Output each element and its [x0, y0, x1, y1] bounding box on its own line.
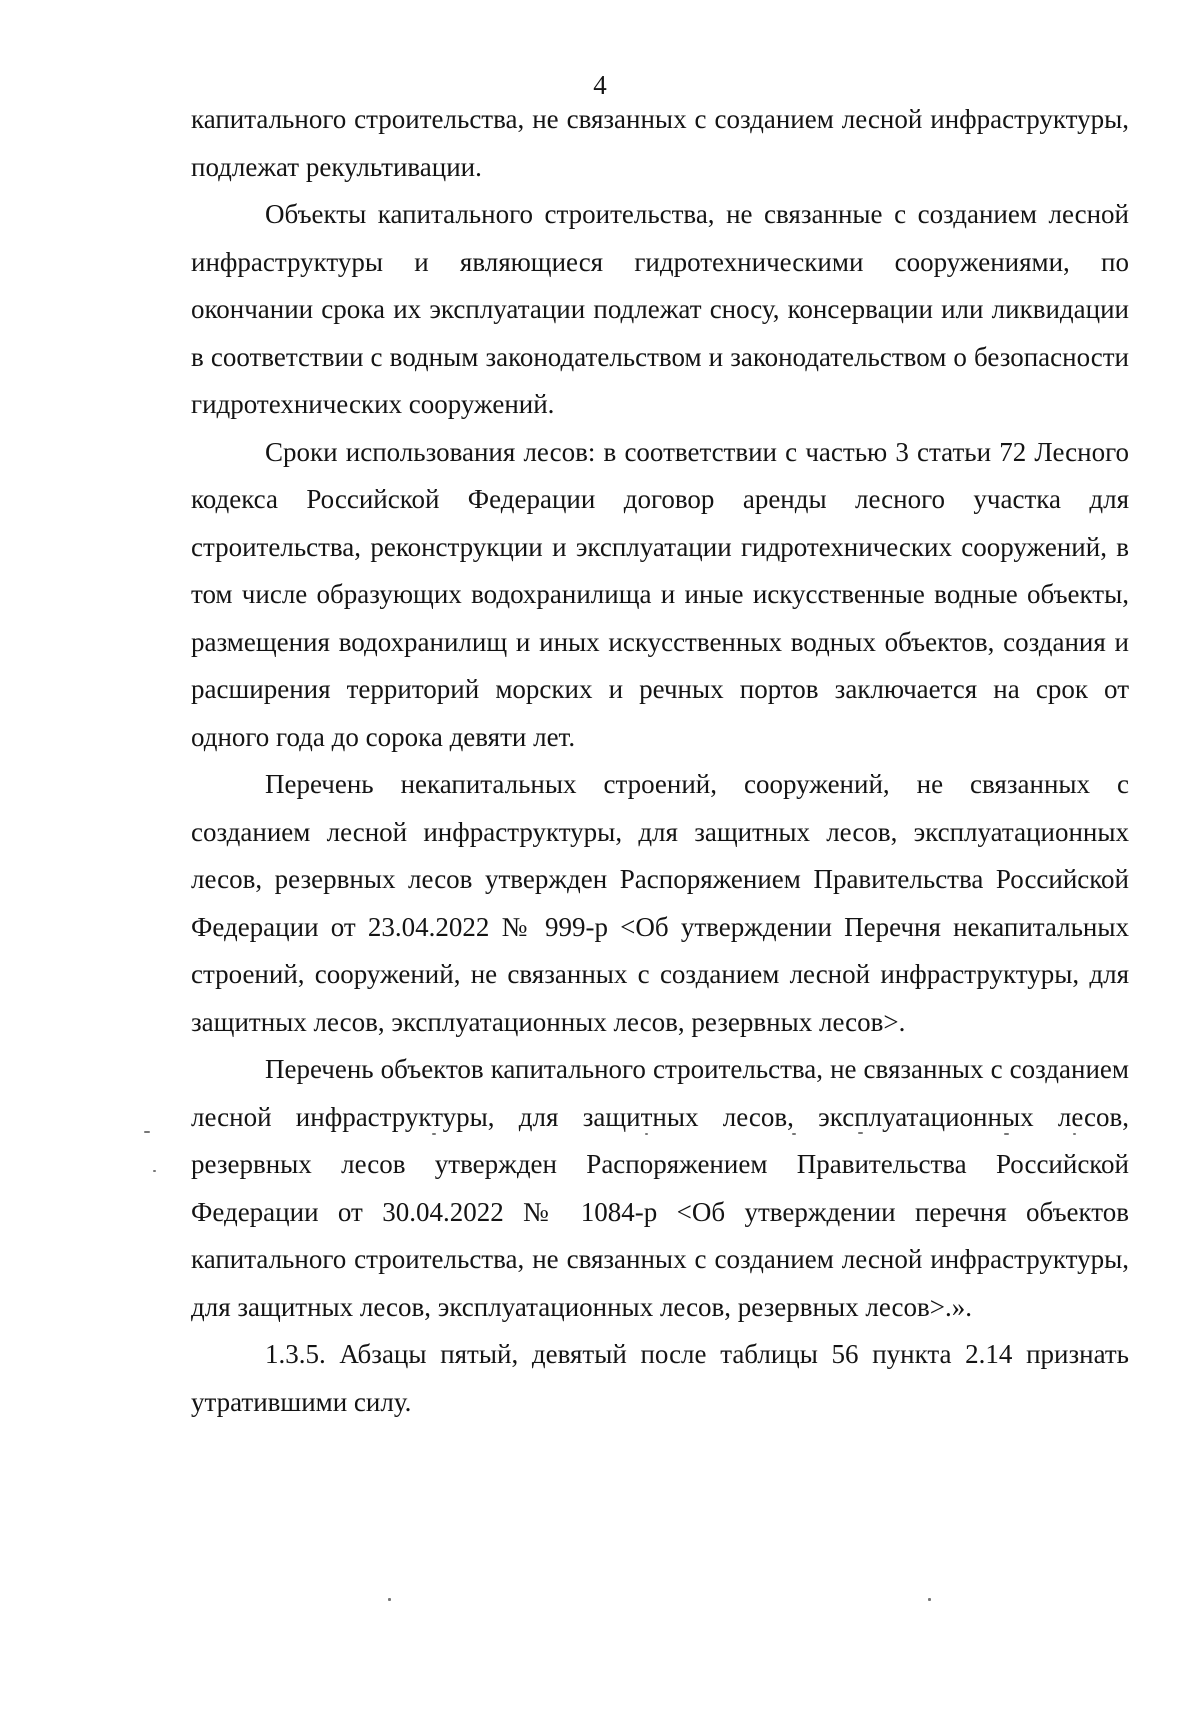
- scan-speck: [1073, 1133, 1076, 1135]
- scan-speck: [1004, 1133, 1009, 1135]
- paragraph-item-1-3-5: 1.3.5. Абзацы пятый, девятый после таблицы 56 пункта 2.14 признать утратившими силу.: [191, 1339, 1129, 1417]
- scan-speck: [928, 1598, 931, 1601]
- paragraph-noncapital-structures-list: Перечень некапитальных строений, сооружений, не связанных с созданием лесной инфраструктуры, для защитных лесов, эксплуатационных лесов, резервных лесов утвержден Распоряжением Правительства Российской Федерации от 23.04.2022 № 999-р <Об утверждении Перечня некапитальных строений, сооружений, не связанных с созданием лесной инфраструктуры, для защитных лесов, эксплуатационных лесов, резервных лесов>.: [191, 769, 1129, 1037]
- paragraph-hydrotechnical-objects: Объекты капитального строительства, не связанные с созданием лесной инфраструктуры и являющиеся гидротехническими сооружениями, по окончании срока их эксплуатации подлежат сносу, консервации или ликвидации в соответствии с водным законодательством и законодательством о безопасности гидротехнических сооружений.: [191, 199, 1129, 419]
- scan-speck: [153, 1170, 156, 1172]
- document-body: [191, 96, 1129, 1426]
- paragraph-forest-use-terms: Сроки использования лесов: в соответствии с частью 3 статьи 72 Лесного кодекса Российской Федерации договор аренды лесного участка для строительства, реконструкции и эксплуатации гидротехнических сооружений, в том числе образующих водохранилища и иные искусственные водные объекты, размещения водохранилищ и иных искусственных водных объектов, создания и расширения территорий морских и речных портов заключается на срок от одного года до сорока девяти лет.: [191, 436, 1129, 752]
- page-number: 4: [593, 70, 607, 100]
- scan-speck: [388, 1598, 391, 1601]
- paragraph-continuation: капитального строительства, не связанных с созданием лесной инфраструктуры, подлежат рекультивации.: [191, 104, 1129, 182]
- scan-speck: [858, 1132, 863, 1134]
- scan-speck: [792, 1133, 796, 1135]
- scan-speck: [645, 1133, 648, 1135]
- scan-speck: [432, 1133, 436, 1135]
- scan-speck: [144, 1131, 150, 1133]
- paragraph-capital-construction-list: Перечень объектов капитального строительства, не связанных с созданием лесной инфраструктуры, для защитных лесов, эксплуатационных лесов, резервных лесов утвержден Распоряжением Правительства Российской Федерации от 30.04.2022 № 1084-р <Об утверждении перечня объектов капитального строительства, не связанных с созданием лесной инфраструктуры, для защитных лесов, эксплуатационных лесов, резервных лесов>.».: [191, 1054, 1129, 1322]
